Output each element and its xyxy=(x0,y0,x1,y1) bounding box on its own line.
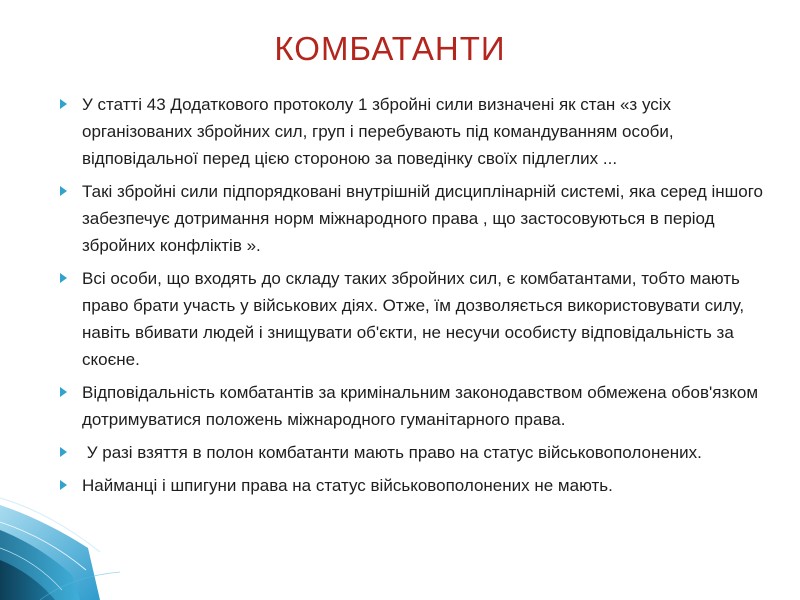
bullet-text: Такі збройні сили підпорядковані внутрішній дисциплінарній системі, яка серед іншого забезпечує дотримання норм міжнародного права , що застосовуються в період збройних конфліктів ». xyxy=(82,182,764,255)
bullet-arrow-icon xyxy=(60,480,67,490)
bullet-arrow-icon xyxy=(60,273,67,283)
bullet-text: Найманці і шпигуни права на статус військовополонених не мають. xyxy=(82,476,613,495)
bullet-text: Відповідальність комбатантів за кримінальним законодавством обмежена обов'язком дотримуватися положень міжнародного гуманітарного права. xyxy=(82,383,759,429)
bullet-arrow-icon xyxy=(60,447,67,457)
bullet-item xyxy=(58,178,770,259)
bullet-arrow-icon xyxy=(60,387,67,397)
bullet-text: Всі особи, що входять до складу таких збройних сил, є комбатантами, тобто мають право брати участь у військових діях. Отже, їм дозволяється використовувати силу, навіть вбивати людей і знищувати об'єкти, не несучи особисту відповідальність за скоєне. xyxy=(82,269,745,369)
bullet-text: У разі взяття в полон комбатанти мають право на статус військовополонених. xyxy=(82,443,702,462)
bullet-item xyxy=(58,439,770,466)
bullet-text: У статті 43 Додаткового протоколу 1 збройні сили визначені як стан «з усіх організованих збройних сил, груп і перебувають під командуванням особи, відповідальної перед цією стороною за поведінку своїх підлеглих ... xyxy=(82,95,674,168)
bullet-arrow-icon xyxy=(60,99,67,109)
bullet-arrow-icon xyxy=(60,186,67,196)
bullet-item xyxy=(58,379,770,433)
slide-title: КОМБАТАНТИ xyxy=(274,30,506,67)
bullet-list xyxy=(58,91,770,505)
bullet-item xyxy=(58,265,770,373)
bullet-item xyxy=(58,472,770,499)
bullet-item xyxy=(58,91,770,172)
